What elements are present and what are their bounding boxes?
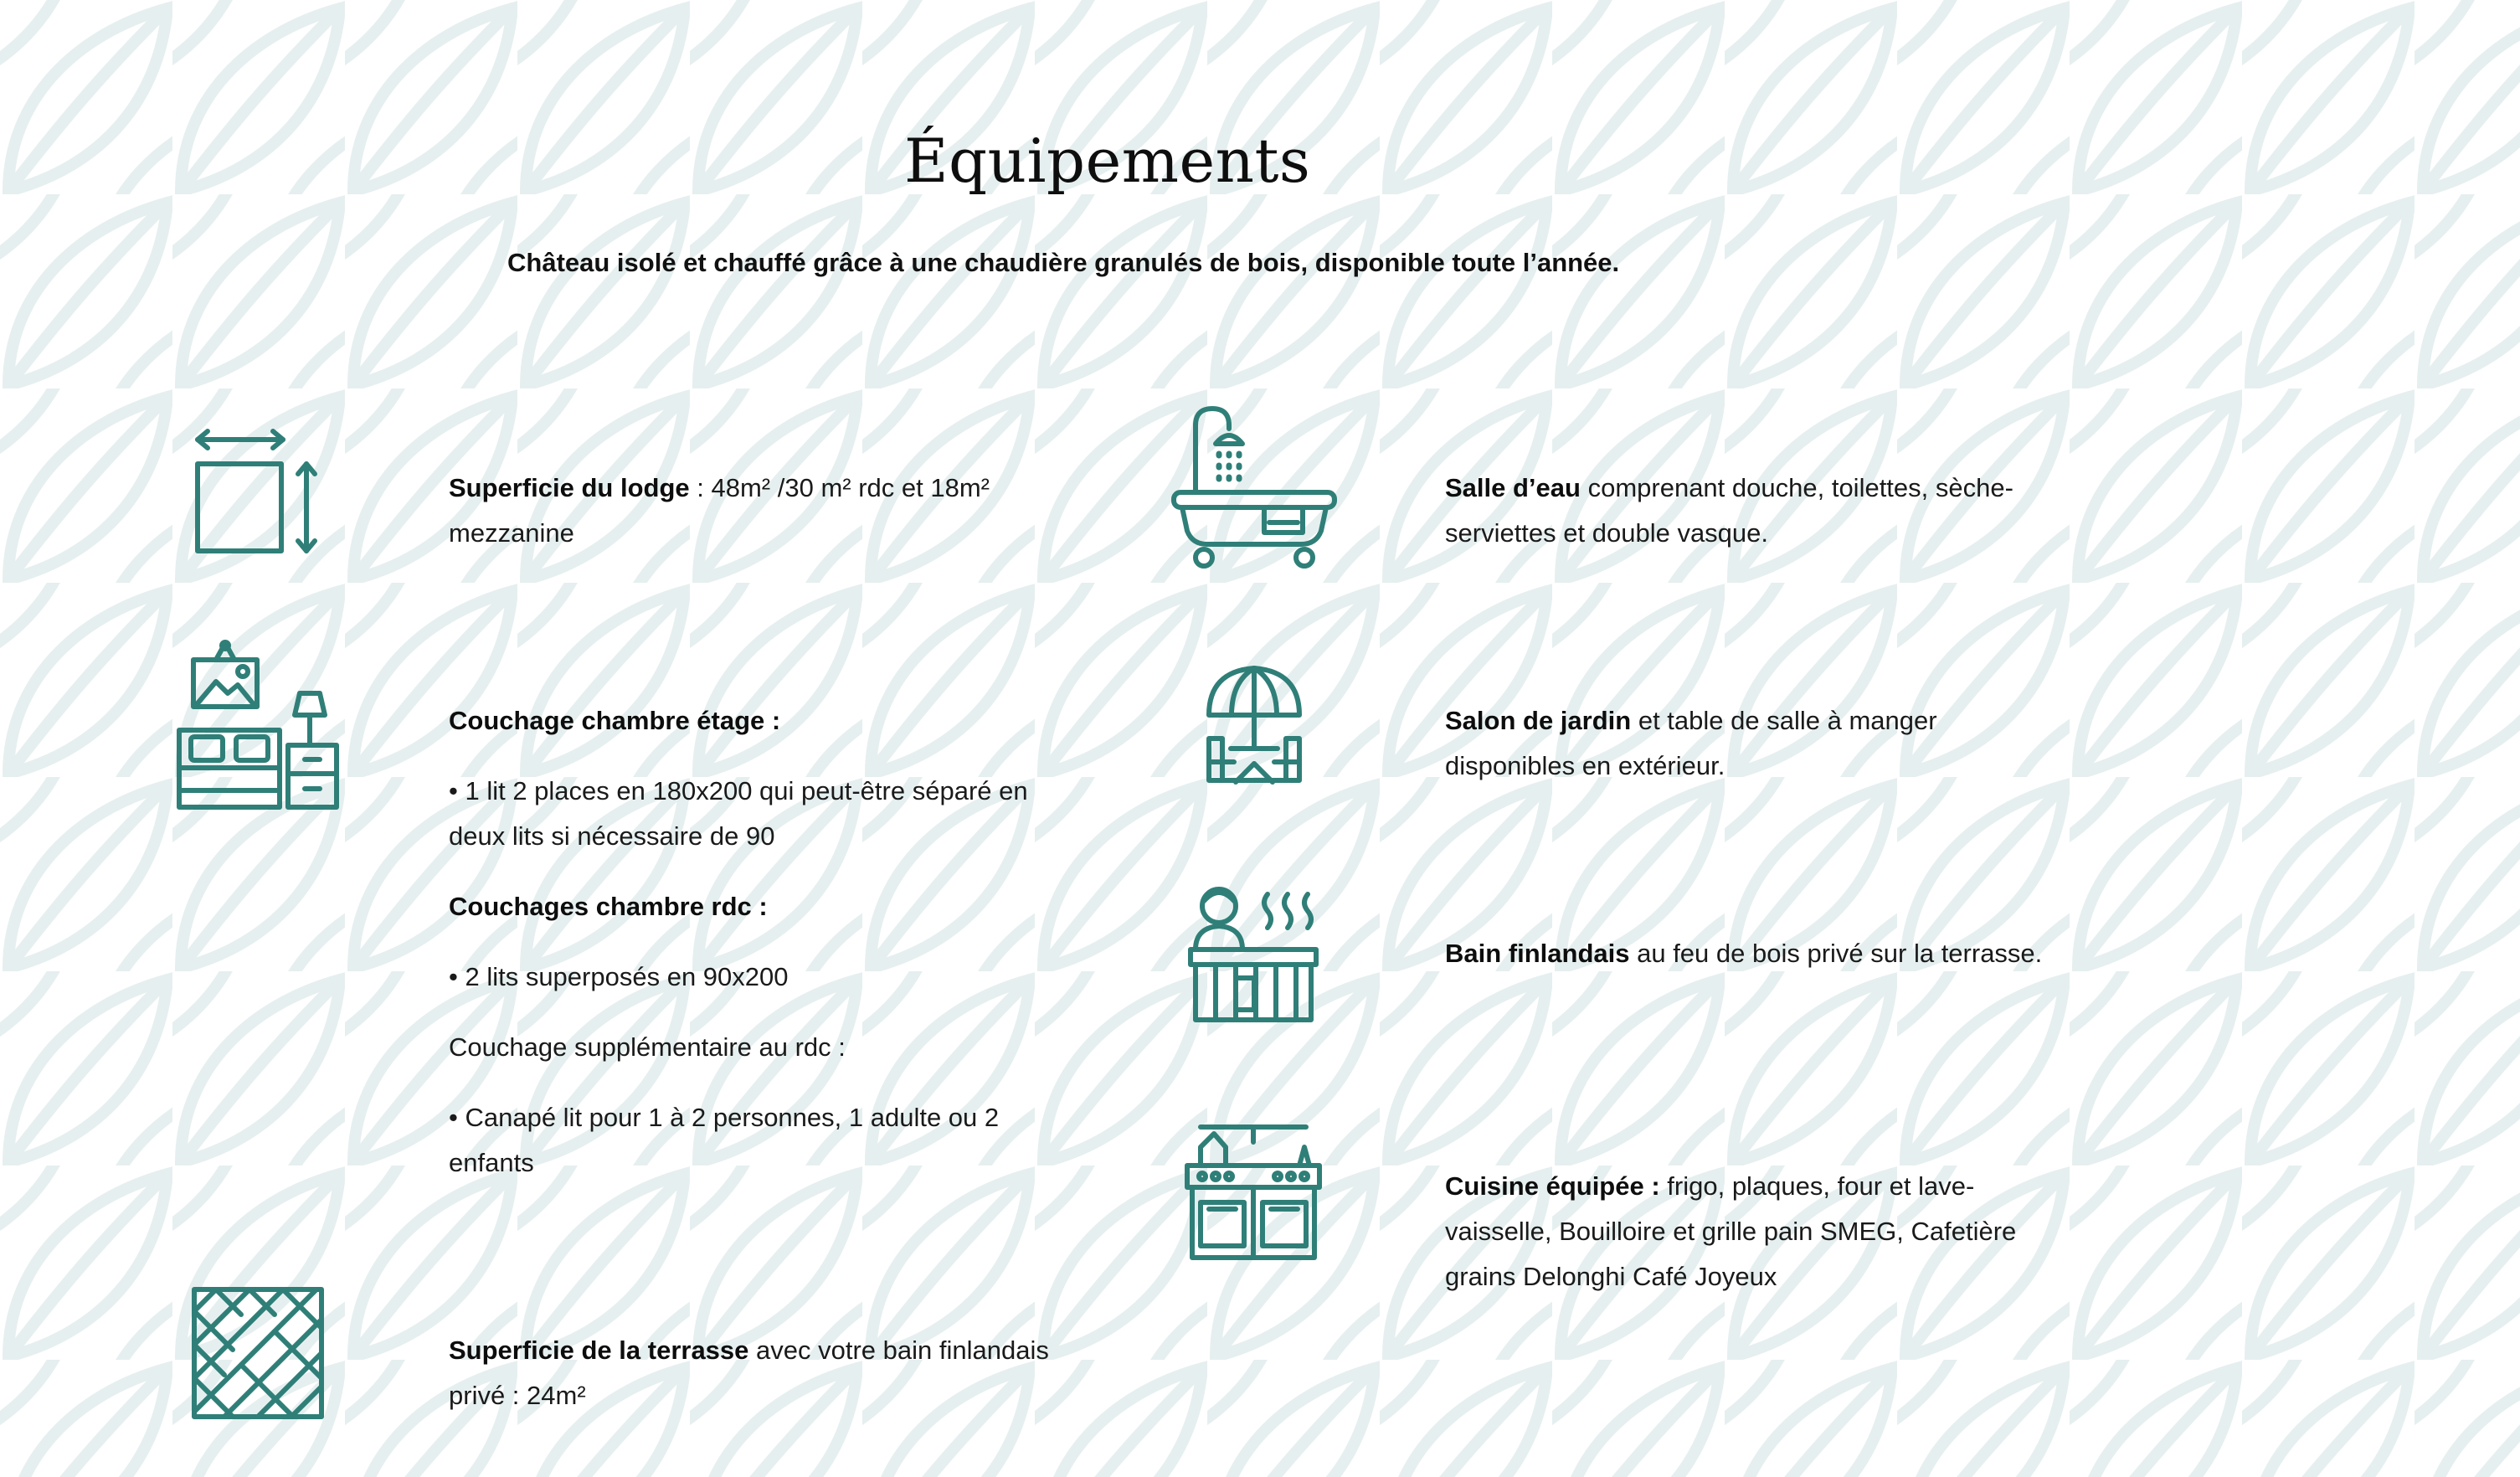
- bathroom-description: Salle d’eau comprenant douche, toilettes, sèche-serviettes et double vasque.: [1445, 473, 2013, 548]
- bedroom-icon: [172, 638, 343, 809]
- sleeping-description: Couchage chambre étage : • 1 lit 2 places en 180x200 qui peut-être séparé en deux lits si nécessaire de 90 Couchages chambre rdc : • 2 lits superposés en 90x200 Couchage supplémentaire au rdc : • Canapé lit pour 1 à 2 personnes, 1 adulte ou 2 enfants: [449, 706, 1028, 1177]
- kitchen-stove-icon: [1184, 1122, 1323, 1261]
- intro-text: Château isolé et chauffé grâce à une chaudière granulés de bois, disponible toute l’année.: [507, 248, 1620, 277]
- surface-description: Superficie du lodge : 48m² /30 m² rdc et 18m² mezzanine: [449, 473, 990, 548]
- dimensions-icon: [191, 425, 325, 559]
- hot-tub-icon: [1187, 886, 1321, 1023]
- terrace-description: Superficie de la terrasse avec votre bain finlandais privé : 24m²: [449, 1335, 1049, 1410]
- kitchen-description: Cuisine équipée : frigo, plaques, four et lave-vaisselle, Bouilloire et grille pain SMEG, Cafetière grains Delonghi Café Joyeux: [1445, 1171, 2017, 1291]
- parquet-floor-icon: [191, 1286, 325, 1420]
- page-title: Équipements: [904, 126, 1311, 196]
- bathtub-shower-icon: [1170, 405, 1338, 573]
- garden-parasol-icon: [1206, 665, 1303, 784]
- finnish-bath-description: Bain finlandais au feu de bois privé sur la terrasse.: [1445, 939, 2043, 968]
- garden-description: Salon de jardin et table de salle à manger disponibles en extérieur.: [1445, 706, 1937, 780]
